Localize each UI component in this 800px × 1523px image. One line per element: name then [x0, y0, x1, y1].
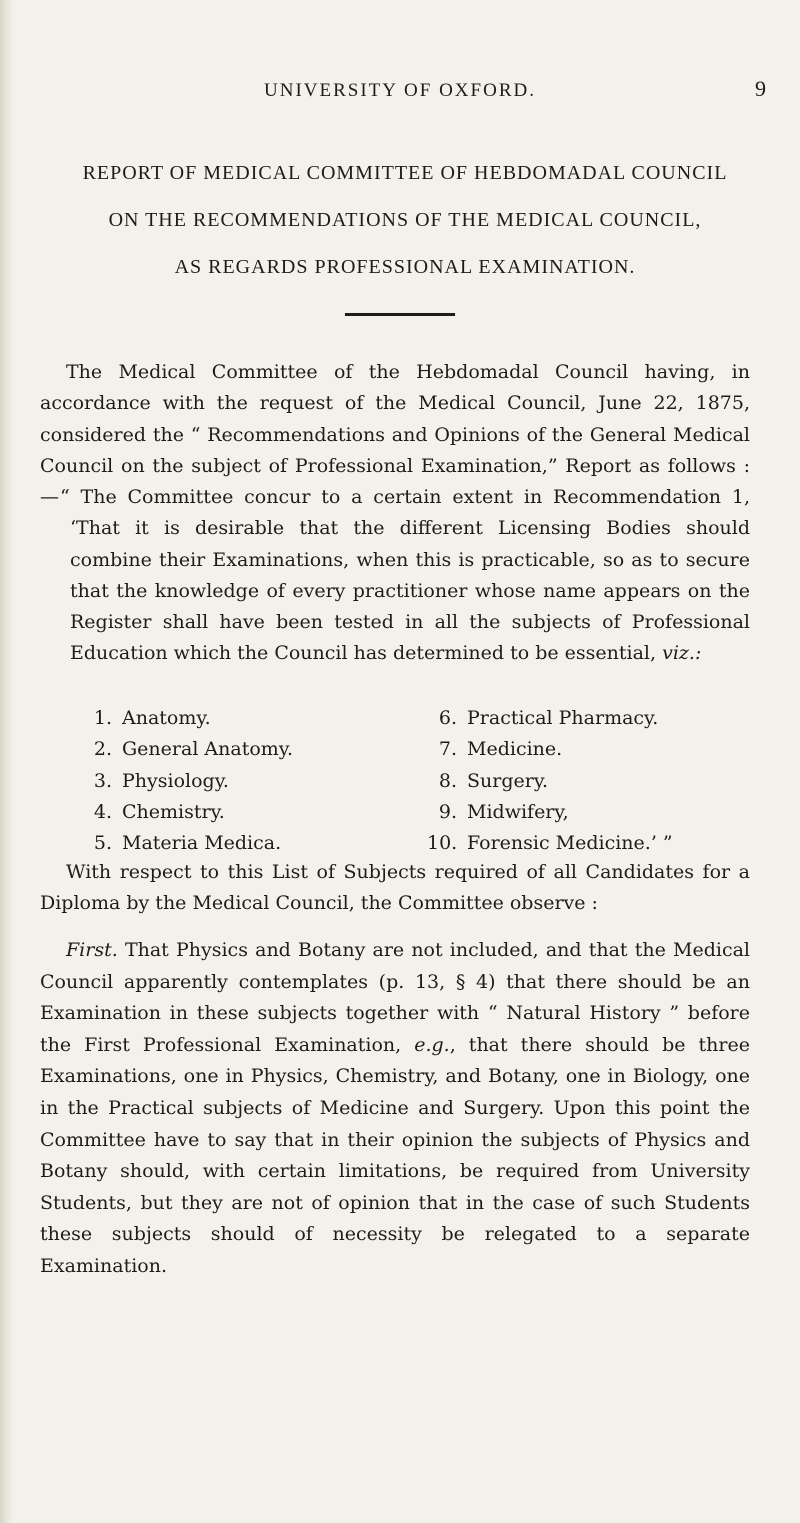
first-eg: e.g. [414, 1033, 450, 1056]
subject-number: 9. [438, 800, 457, 823]
subject-name: Practical Pharmacy. [467, 707, 659, 729]
page-number: 9 [755, 76, 766, 101]
list-item [82, 828, 427, 859]
subject-name: Physiology. [122, 769, 229, 792]
first-text [40, 935, 750, 1283]
title-line-1: REPORT OF MEDICAL COMMITTEE OF HEBDOMADAL COUNCIL [82, 162, 728, 184]
title-line-2: ON THE RECOMMENDATIONS OF THE MEDICAL COUNCIL, [108, 209, 702, 231]
list-item [82, 766, 427, 797]
quote-viz: viz.: [662, 642, 702, 665]
subject-name: Surgery. [467, 769, 549, 792]
list-item [82, 734, 427, 765]
subject-number: 4. [93, 800, 112, 823]
quote-paragraph [60, 482, 750, 670]
subject-row [82, 703, 760, 734]
first-paragraph [40, 935, 750, 1283]
subject-number: 6. [438, 707, 457, 729]
subject-name: Forensic Medicine.’ ” [467, 832, 673, 855]
subject-number: 7. [438, 738, 457, 761]
report-title [30, 150, 780, 291]
subject-number: 3. [93, 769, 112, 792]
page-spine-shadow [0, 0, 14, 1523]
subjects-list [82, 703, 760, 859]
respect-text: With respect to this List of Subjects required of all Candidates for a Diploma by the Medical Council, the Committee observe : [40, 861, 750, 915]
subject-name: Materia Medica. [122, 832, 282, 855]
subject-row [82, 766, 760, 797]
subject-number: 8. [438, 769, 457, 792]
list-item [82, 797, 427, 828]
subject-row [82, 828, 760, 859]
list-item [427, 797, 569, 828]
title-line-3: AS REGARDS PROFESSIONAL EXAMINATION. [174, 256, 636, 278]
subject-number: 2. [93, 738, 112, 761]
subject-name: Chemistry. [122, 800, 225, 823]
quote-body: “ The Committee concur to a certain extent in Recommendation 1, ‘That it is desirable that the different Licensing Bodies should combine their Examinations, when this is practicable, so as to secure that the knowledge of every practitioner whose name appears on the Register shall have been tested in all the subjects of Professional Education which the Council has determined to be essential, [60, 486, 750, 665]
intro-text: The Medical Committee of the Hebdomadal Council having, in accordance with the request of the Medical Council, June 22, 1875, considered the “ Recommendations and Opinions of the General Medical Council on the subject of Professional Examination,” Report as follows :— [40, 361, 750, 509]
first-text-part1: That Physics and Botany are not included, and that the Medical Council apparently contemplates (p. 13, § 4) that there should be an Examination in these subjects together with “ Natural History ” before the First Professional Examination, [40, 939, 750, 1056]
list-item [427, 828, 673, 859]
title-divider [345, 313, 455, 316]
list-item [427, 766, 548, 797]
subject-row [82, 797, 760, 828]
respect-paragraph [40, 857, 750, 920]
first-text-part2: , that there should be three Examinations, one in Physics, Chemistry, and Botany, one in Biology, one in the Practical subjects of Medicine and Surgery. Upon this point the Committee have to say that in their opinion the subjects of Physics and Botany should, with certain limitations, be required from University Students, but they are not of opinion that in the case of such Students these subjects should of necessity be relegated to a separate Examination. [40, 1033, 750, 1277]
subject-name: General Anatomy. [122, 738, 294, 761]
subject-number: 10. [427, 832, 458, 855]
first-lead: First. [66, 939, 118, 961]
subject-name: Midwifery, [467, 800, 569, 823]
subject-number: 5. [93, 832, 112, 855]
list-item [82, 703, 427, 734]
list-item [427, 734, 562, 765]
subject-row [82, 734, 760, 765]
subject-number: 1. [93, 707, 112, 729]
subject-name: Medicine. [467, 738, 563, 761]
quote-text [60, 482, 750, 670]
list-item [427, 703, 658, 734]
subject-name: Anatomy. [122, 707, 211, 729]
running-head: UNIVERSITY OF OXFORD. [264, 80, 536, 101]
